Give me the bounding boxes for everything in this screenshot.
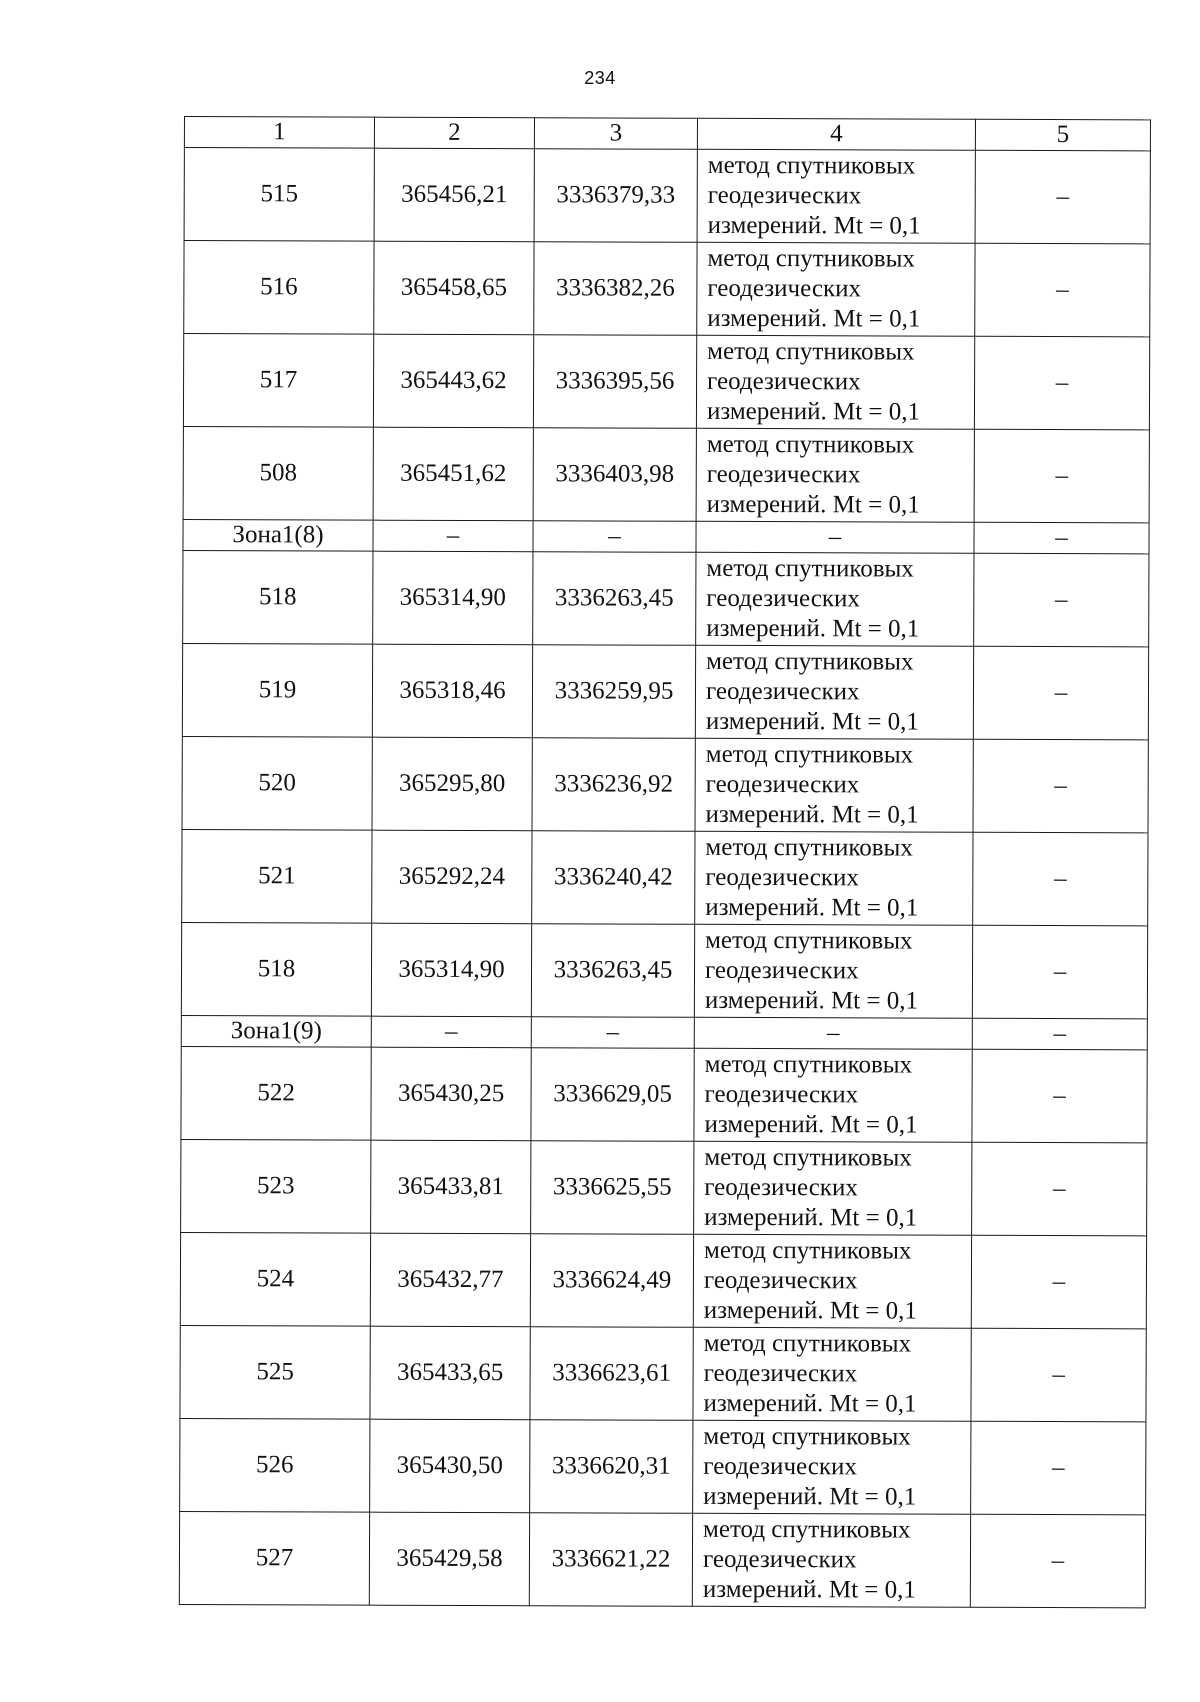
zone-cell: – [533,521,696,553]
point-row [179,1511,1145,1607]
point-id: 527 [179,1511,369,1605]
point-row [181,922,1147,1018]
method-text-line: геодезических [705,770,860,799]
coordinate-y: 3336259,95 [532,645,695,739]
method-text-line: метод спутниковых [703,1515,911,1544]
method-text-line: геодезических [703,1359,858,1388]
coordinate-x: 365456,21 [374,148,534,242]
point-row [184,148,1150,244]
note-cell: – [974,553,1149,647]
note-cell: – [973,739,1148,833]
method-text-line: измерений. Mt = 0,1 [707,304,921,333]
coordinate-y: 3336624,49 [530,1234,693,1328]
point-id: 522 [181,1046,371,1140]
method-cell [693,1327,971,1421]
zone-cell: – [972,1018,1147,1050]
method-cell [695,738,973,832]
zone-cell: – [694,1017,972,1049]
method-text-line: измерений. Mt = 0,1 [706,397,921,426]
method-cell [693,1234,971,1328]
coordinate-y: 3336621,22 [529,1513,692,1607]
method-cell [694,1048,972,1142]
method-text-line: геодезических [706,584,860,613]
note-cell: – [975,150,1150,244]
method-text-line: геодезических [706,460,861,489]
method-text-line: измерений. Mt = 0,1 [705,707,920,736]
point-id: 517 [183,334,373,428]
method-cell [695,831,973,925]
note-cell: – [971,1328,1146,1422]
coordinate-x: 365314,90 [371,923,531,1017]
note-cell: – [973,832,1148,926]
coordinate-y: 3336236,92 [532,738,695,832]
table-body [179,117,1150,1608]
method-text-line: геодезических [707,274,862,303]
method-text-line: геодезических [702,1545,857,1574]
zone-label: Зона1(9) [181,1015,371,1047]
coordinate-y: 3336379,33 [534,149,697,243]
coordinate-y: 3336623,61 [530,1327,693,1421]
method-text-line: геодезических [707,367,861,396]
method-text-line: измерений. Mt = 0,1 [704,1203,918,1232]
coordinate-x: 365433,81 [371,1140,531,1234]
method-text-line: метод спутниковых [706,554,914,583]
zone-cell: – [371,1016,531,1048]
column-header-5: 5 [975,119,1150,151]
coordinate-x: 365458,65 [374,241,534,335]
method-text-line: геодезических [703,1266,858,1295]
coordinate-x: 365443,62 [373,334,533,428]
point-id: 519 [182,643,372,737]
point-row [183,550,1149,646]
method-cell [697,242,975,336]
coordinate-y: 3336620,31 [530,1420,693,1514]
coordinate-y: 3336395,56 [533,335,696,429]
method-text-line: метод спутниковых [705,740,914,769]
point-id: 520 [182,736,372,830]
method-text-line: измерений. Mt = 0,1 [703,1389,917,1418]
point-row [184,241,1150,337]
point-id: 521 [182,829,372,923]
method-text-line: геодезических [704,1173,858,1202]
point-row [182,829,1148,925]
coordinate-y: 3336263,45 [533,552,696,646]
method-text-line: измерений. Mt = 0,1 [703,1296,917,1325]
method-cell [694,1141,972,1235]
coordinates-table [179,116,1151,1608]
method-cell [696,552,974,646]
note-cell: – [970,1514,1145,1608]
note-cell: – [972,1142,1147,1236]
method-cell [693,1420,971,1514]
method-text-line: измерений. Mt = 0,1 [706,490,920,519]
zone-cell: – [696,521,974,553]
point-row [180,1232,1146,1328]
note-cell: – [975,243,1150,337]
note-cell: – [974,336,1149,430]
method-cell [695,645,973,739]
point-row [181,1139,1147,1235]
note-cell: – [973,646,1148,740]
coordinate-x: 365318,46 [372,644,532,738]
point-id: 518 [181,922,371,1016]
zone-cell: – [373,520,533,552]
table-header-row [184,117,1150,151]
method-cell [692,1513,970,1607]
method-text-line: геодезических [704,1080,859,1109]
point-id: 508 [183,426,373,520]
zone-row [181,1015,1147,1049]
method-text-line: измерений. Mt = 0,1 [705,893,919,922]
method-text-line: геодезических [705,677,860,706]
note-cell: – [971,1235,1146,1329]
method-text-line: метод спутниковых [707,244,915,273]
method-text-line: измерений. Mt = 0,1 [705,800,919,829]
point-id: 525 [180,1325,370,1419]
method-text-line: измерений. Mt = 0,1 [703,1482,917,1511]
point-id: 518 [183,550,373,644]
method-text-line: метод спутниковых [704,1143,912,1172]
method-text-line: измерений. Mt = 0,1 [704,1110,918,1139]
coordinate-y: 3336263,45 [531,924,694,1018]
zone-row [183,519,1149,553]
method-text-line: метод спутниковых [707,151,916,180]
method-cell [696,428,974,522]
column-header-3: 3 [534,118,697,150]
point-row [183,426,1149,522]
method-text-line: метод спутниковых [706,430,915,459]
coordinate-y: 3336382,26 [534,242,697,336]
point-row [180,1418,1146,1514]
method-cell [694,924,972,1018]
point-row [182,643,1148,739]
page-number: 234 [584,68,616,88]
method-text-line: метод спутниковых [705,833,913,862]
method-text-line: метод спутниковых [704,1050,913,1079]
method-text-line: метод спутниковых [703,1422,911,1451]
coordinate-y: 3336629,05 [531,1048,694,1142]
point-id: 515 [184,148,374,242]
method-text-line: геодезических [703,1452,857,1481]
note-cell: – [974,429,1149,523]
coordinate-x: 365295,80 [372,737,532,831]
column-header-4: 4 [697,118,975,150]
method-text-line: метод спутниковых [705,926,913,955]
point-id: 524 [180,1232,370,1326]
zone-label: Зона1(8) [183,519,373,551]
point-row [180,1325,1146,1421]
method-text-line: измерений. Mt = 0,1 [702,1575,916,1604]
method-text-line: геодезических [704,956,859,985]
method-text-line: геодезических [707,181,862,210]
method-text-line: метод спутниковых [706,647,914,676]
method-cell [696,335,974,429]
coordinate-x: 365430,25 [371,1047,531,1141]
coordinate-x: 365292,24 [372,830,532,924]
column-header-1: 1 [184,117,374,149]
coordinate-y: 3336240,42 [532,831,695,925]
coordinate-x: 365430,50 [370,1419,530,1513]
column-header-2: 2 [374,117,534,149]
zone-cell: – [531,1017,694,1049]
zone-cell: – [974,522,1149,554]
method-text-line: метод спутниковых [707,337,915,366]
coordinate-x: 365429,58 [369,1512,529,1606]
point-row [182,736,1148,832]
note-cell: – [971,1421,1146,1515]
point-id: 526 [180,1418,370,1512]
note-cell: – [972,925,1147,1019]
coordinate-x: 365451,62 [373,427,533,521]
method-text-line: измерений. Mt = 0,1 [706,614,920,643]
method-text-line: метод спутниковых [703,1236,912,1265]
method-text-line: метод спутниковых [703,1329,912,1358]
point-id: 523 [181,1139,371,1233]
method-text-line: геодезических [705,863,859,892]
coordinate-x: 365433,65 [370,1326,530,1420]
note-cell: – [972,1049,1147,1143]
coordinate-x: 365314,90 [373,551,533,645]
method-text-line: измерений. Mt = 0,1 [704,986,919,1015]
point-row [181,1046,1147,1142]
coordinate-y: 3336625,55 [531,1141,694,1235]
coordinate-x: 365432,77 [370,1233,530,1327]
coordinate-y: 3336403,98 [533,428,696,522]
point-id: 516 [184,241,374,335]
method-text-line: измерений. Mt = 0,1 [707,211,921,240]
point-row [183,334,1149,430]
method-cell [697,149,975,243]
